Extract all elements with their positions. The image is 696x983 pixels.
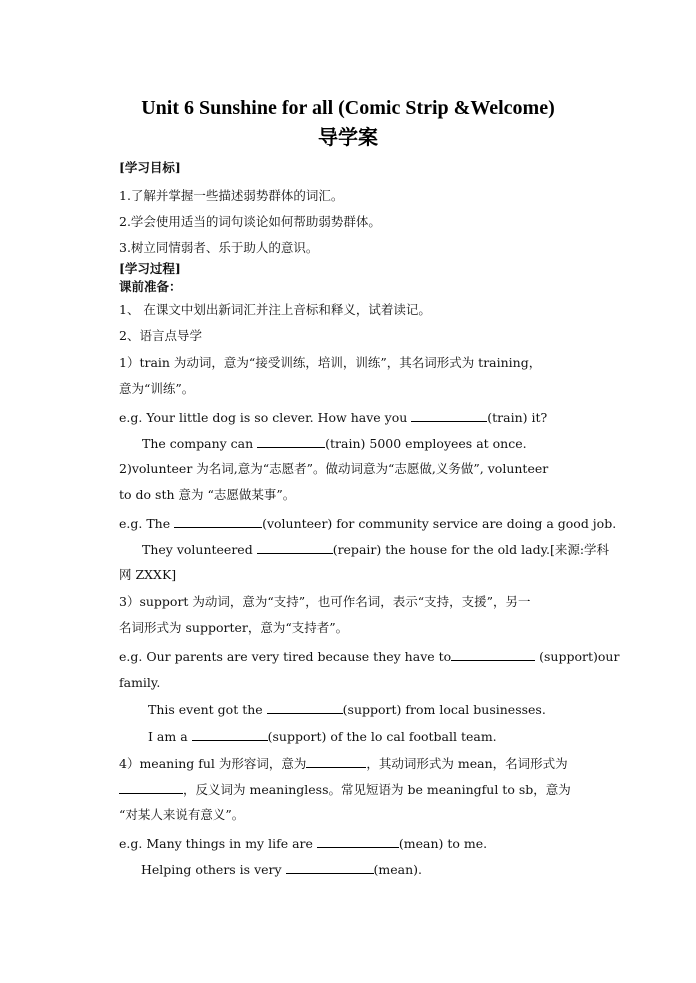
point4-desc-cont2: “对某人来说有意义”。 — [119, 807, 245, 822]
point3-example-1 — [119, 648, 619, 665]
answer-blank[interactable] — [411, 409, 487, 422]
example-text: The company can — [142, 436, 258, 451]
example-text: (support) from local businesses. — [342, 702, 546, 717]
page-subtitle: 导学案 — [318, 127, 378, 149]
example-text: (volunteer) for community service are doing a good job. — [262, 516, 617, 531]
desc-text: 4）meaning ful 为形容词，意为 — [119, 756, 307, 771]
example-text: (mean). — [373, 862, 423, 877]
goal-item: 1.了解并掌握一些描述弱势群体的词汇。 — [119, 188, 344, 203]
step-1: 1、 在课文中划出新词汇并注上音标和释义，试着读记。 — [119, 302, 431, 317]
point3-desc: 3）support 为动词，意为“支持”，也可作名词，表示“支持，支援”，另一 — [119, 594, 531, 609]
example-text: Helping others is very — [141, 862, 286, 877]
point2-example-2 — [142, 541, 609, 558]
point4-desc — [119, 755, 568, 772]
prep-heading: 课前准备： — [119, 279, 182, 294]
point1-desc: 1）train 为动词，意为“接受训练，培训，训练”，其名词形式为 training， — [119, 355, 542, 370]
point3-example-1-cont: family. — [119, 675, 161, 690]
step-2: 2、语言点导学 — [119, 328, 202, 343]
answer-blank[interactable] — [286, 861, 374, 874]
goal-item: 3.树立同情弱者、乐于助人的意识。 — [119, 240, 319, 255]
answer-blank[interactable] — [119, 781, 183, 794]
example-text: (train) 5000 employees at once. — [325, 436, 527, 451]
point3-desc-cont: 名词形式为 supporter，意为“支持者”。 — [119, 620, 349, 635]
answer-blank[interactable] — [174, 515, 262, 528]
example-text: I am a — [148, 729, 192, 744]
point4-example-1 — [119, 835, 487, 852]
example-text: (support) of the lo cal football team. — [267, 729, 497, 744]
desc-text: ，其动词形式为 mean，名词形式为 — [366, 756, 568, 771]
desc-text: ，反义词为 meaningless。常见短语为 be meaningful to sb，意为 — [183, 782, 571, 797]
goals-heading: [学习目标] — [119, 160, 181, 175]
page-title: Unit 6 Sunshine for all (Comic Strip &Welcome) — [141, 97, 555, 119]
example-text: (mean) to me. — [398, 836, 488, 851]
example-text: e.g. Many things in my life are — [119, 836, 317, 851]
example-text: e.g. The — [119, 516, 175, 531]
point1-desc-cont: 意为“训练”。 — [119, 381, 195, 396]
goal-item: 2.学会使用适当的词句谈论如何帮助弱势群体。 — [119, 214, 381, 229]
point3-example-3 — [148, 728, 497, 745]
process-heading: [学习过程] — [119, 261, 181, 276]
example-text: (support)our — [535, 649, 620, 664]
point2-desc-cont: to do sth 意为 “志愿做某事”。 — [119, 487, 296, 502]
point2-desc: 2)volunteer 为名词,意为“志愿者”。做动词意为“志愿做,义务做”, volunteer — [119, 461, 549, 476]
point4-desc-cont — [119, 781, 571, 798]
answer-blank[interactable] — [257, 435, 325, 448]
answer-blank[interactable] — [257, 541, 333, 554]
example-text: e.g. Our parents are very tired because they have to — [119, 649, 452, 664]
answer-blank[interactable] — [451, 648, 535, 661]
answer-blank[interactable] — [317, 835, 399, 848]
point4-example-2 — [141, 861, 422, 878]
point1-example-1 — [119, 409, 547, 426]
point3-example-2 — [148, 701, 546, 718]
point2-example-2-cont: 网 ZXXK] — [119, 567, 177, 582]
answer-blank[interactable] — [306, 755, 366, 768]
example-text: (repair) the house for the old lady.[来源:学科 — [332, 542, 610, 557]
point1-example-2 — [142, 435, 527, 452]
answer-blank[interactable] — [192, 728, 268, 741]
example-text: They volunteered — [142, 542, 257, 557]
example-text: This event got the — [148, 702, 267, 717]
example-text: e.g. Your little dog is so clever. How have you — [119, 410, 412, 425]
point2-example-1 — [119, 515, 616, 532]
example-text: (train) it? — [487, 410, 548, 425]
answer-blank[interactable] — [267, 701, 343, 714]
